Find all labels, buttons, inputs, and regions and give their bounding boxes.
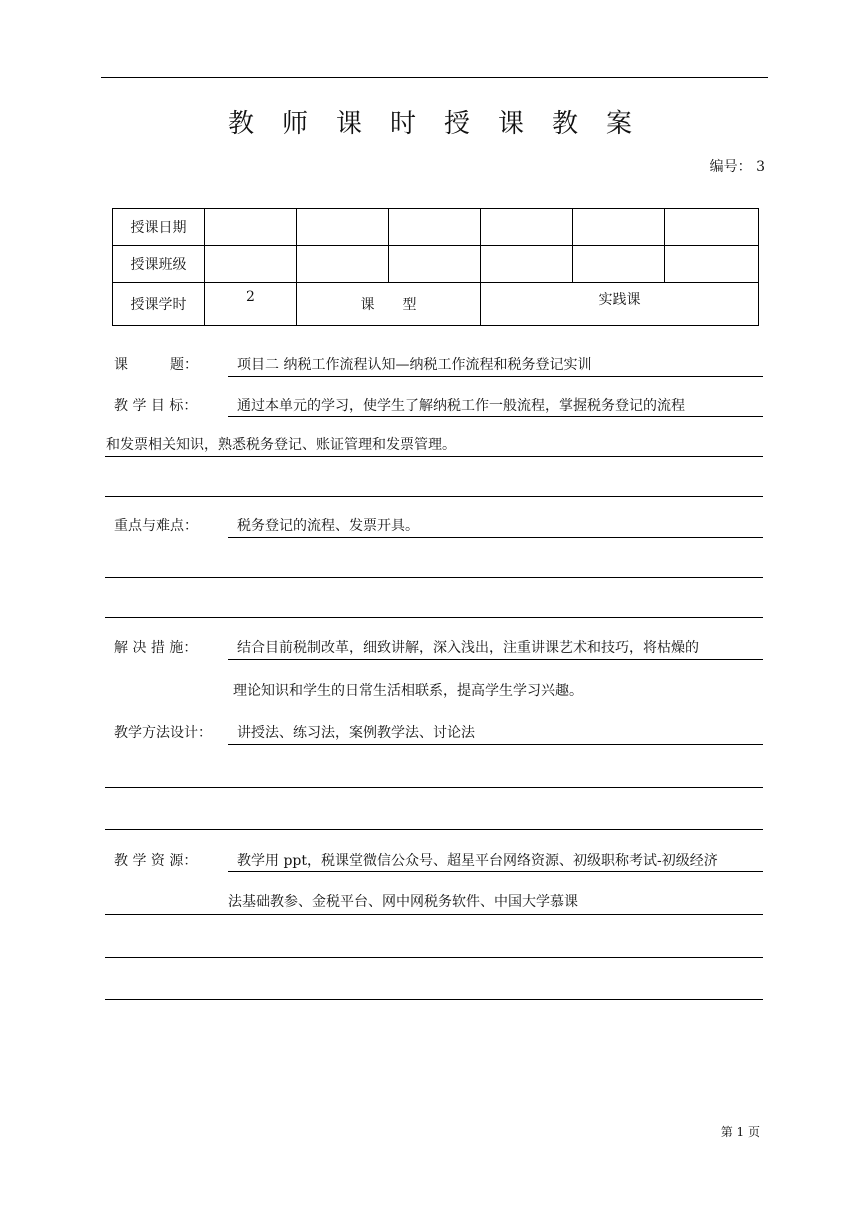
blank-line <box>105 496 763 497</box>
date-cell <box>205 209 297 246</box>
date-cell <box>573 209 665 246</box>
blank-line <box>105 957 763 958</box>
goal-line-1: 通过本单元的学习，使学生了解纳税工作一般流程，掌握税务登记的流程 <box>237 398 685 414</box>
key-label: 重点与难点： <box>114 518 198 534</box>
method-label: 教学方法设计： <box>114 725 212 741</box>
goal-underline <box>228 416 763 417</box>
serial-number <box>710 156 765 176</box>
type-value: 实践课 <box>481 283 759 326</box>
topic-label: 课 题： <box>114 357 198 373</box>
table-row <box>113 283 759 326</box>
blank-line <box>105 787 763 788</box>
resource-line-1: 教学用 ppt，税课堂微信公众号、超星平台网络资源、初级职称考试-初级经济 <box>237 853 718 869</box>
page-title: 教师课时授课教案 <box>227 109 660 139</box>
class-label: 授课班级 <box>113 246 205 283</box>
hours-value: 2 <box>205 283 297 326</box>
solution-line-1: 结合目前税制改革，细致讲解，深入浅出，注重讲课艺术和技巧，将枯燥的 <box>237 640 699 656</box>
serial-label: 编号： <box>709 159 752 175</box>
key-value: 税务登记的流程、发票开具。 <box>237 518 419 534</box>
solution-line-2: 理论知识和学生的日常生活相联系，提高学生学习兴趣。 <box>233 683 583 699</box>
date-cell <box>389 209 481 246</box>
date-cell <box>665 209 759 246</box>
blank-line <box>105 617 763 618</box>
method-value: 讲授法、练习法，案例教学法、讨论法 <box>237 725 475 741</box>
solution-underline <box>228 659 763 660</box>
hours-label: 授课学时 <box>113 283 205 326</box>
topic-underline <box>228 376 763 377</box>
goal-underline <box>105 456 763 457</box>
solution-label: 解 决 措 施： <box>114 640 198 656</box>
blank-line <box>105 999 763 1000</box>
resource-label: 教 学 资 源： <box>114 853 198 869</box>
serial-value: 3 <box>756 159 765 175</box>
page-number: 第 1 页 <box>720 1125 760 1139</box>
resource-line-2: 法基础教参、金税平台、网中网税务软件、中国大学慕课 <box>228 894 578 910</box>
method-underline <box>228 744 763 745</box>
type-label: 课 型 <box>297 283 481 326</box>
class-cell <box>297 246 389 283</box>
class-cell <box>389 246 481 283</box>
date-cell <box>481 209 573 246</box>
goal-line-2: 和发票相关知识，熟悉税务登记、账证管理和发票管理。 <box>106 437 456 453</box>
key-underline <box>228 537 763 538</box>
goal-label: 教 学 目 标： <box>114 398 198 414</box>
class-cell <box>481 246 573 283</box>
resource-underline <box>228 871 763 872</box>
blank-line <box>105 829 763 830</box>
class-cell <box>573 246 665 283</box>
info-table <box>112 208 759 326</box>
blank-line <box>105 577 763 578</box>
date-cell <box>297 209 389 246</box>
header-rule <box>101 77 768 78</box>
topic-value: 项目二 纳税工作流程认知—纳税工作流程和税务登记实训 <box>237 357 592 373</box>
date-label: 授课日期 <box>113 209 205 246</box>
table-row <box>113 246 759 283</box>
class-cell <box>205 246 297 283</box>
resource-underline <box>105 914 763 915</box>
class-cell <box>665 246 759 283</box>
table-row <box>113 209 759 246</box>
